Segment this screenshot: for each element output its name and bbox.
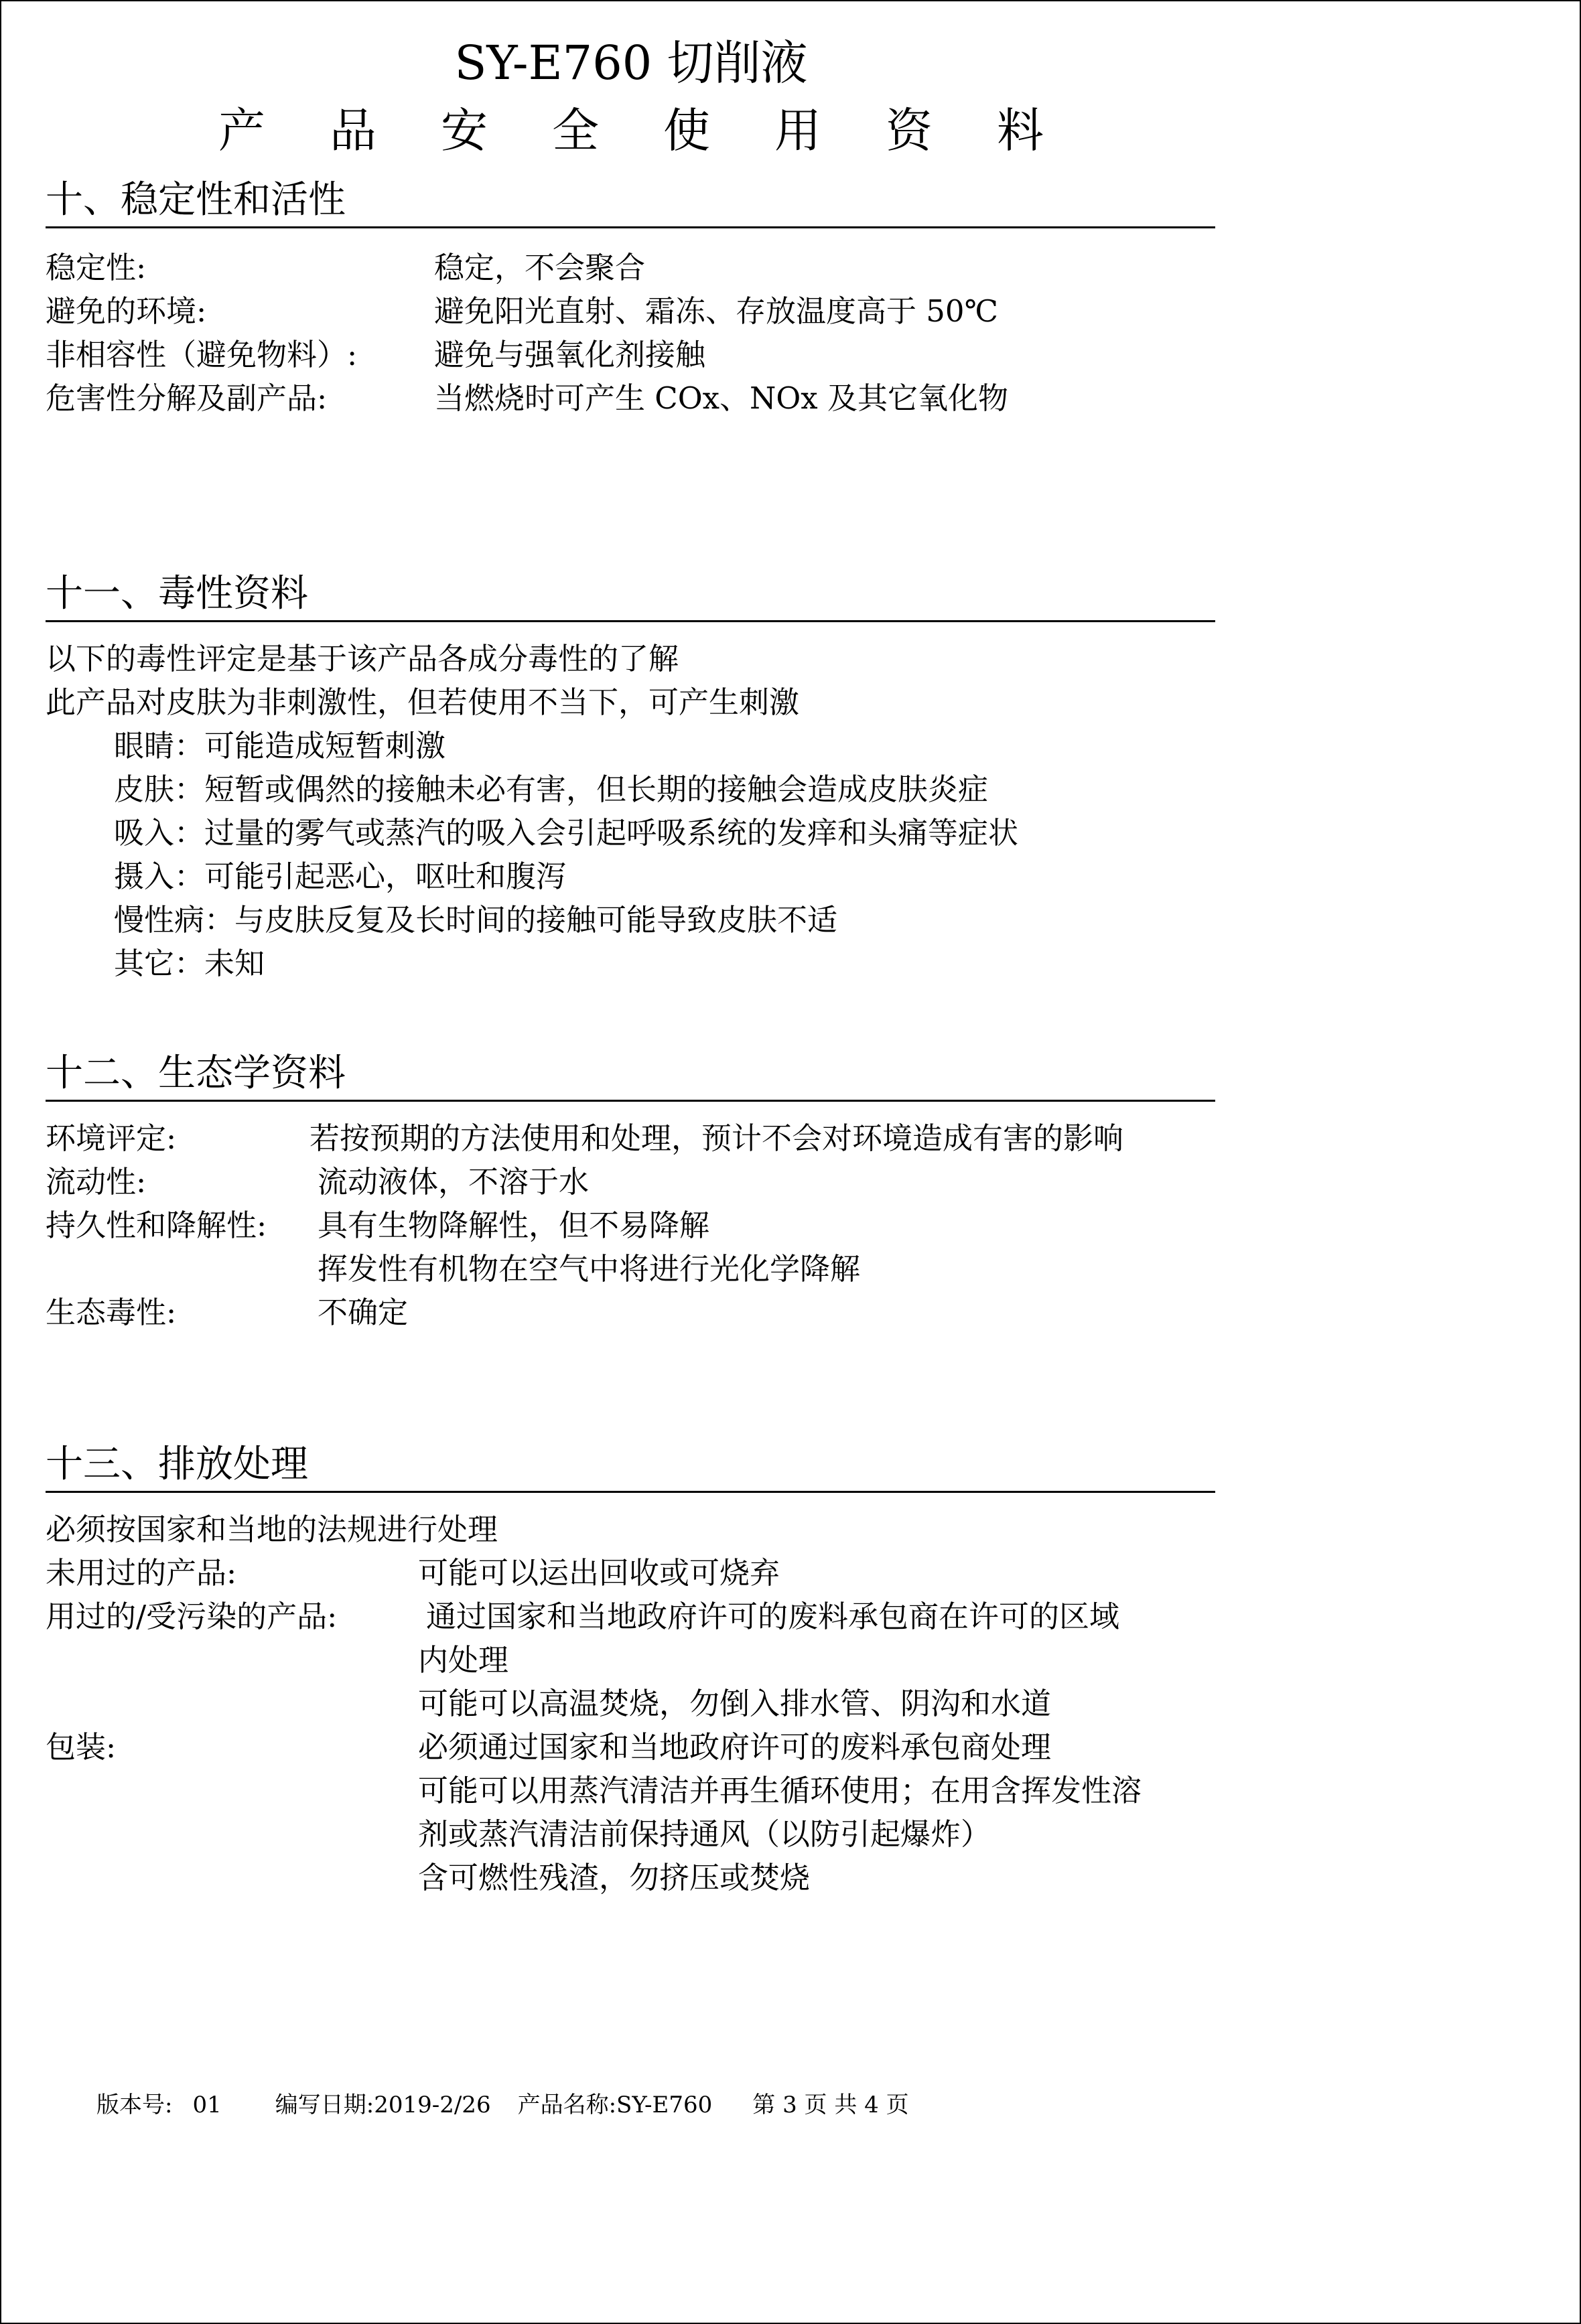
page-footer bbox=[96, 2088, 909, 2122]
avoid-conditions-label: 避免的环境: bbox=[46, 293, 207, 329]
decomposition-value: 当燃烧时可产生 COx、NOx 及其它氧化物 bbox=[434, 380, 1008, 416]
toxicity-ingestion: 摄入：可能引起恶心，呕吐和腹泻 bbox=[114, 859, 567, 894]
section-12-heading: 十二、生态学资料 bbox=[46, 1050, 1215, 1102]
toxicity-intro-2: 此产品对皮肤为非刺激性，但若使用不当下，可产生刺激 bbox=[46, 684, 800, 720]
packaging-value: 必须通过国家和当地政府许可的废料承包商处理 bbox=[418, 1729, 1052, 1765]
toxicity-inhalation: 吸入：过量的雾气或蒸汽的吸入会引起呼吸系统的发痒和头痛等症状 bbox=[114, 815, 1019, 851]
version-number: 01 bbox=[192, 2092, 222, 2118]
packaging-value-4: 含可燃性残渣，勿挤压或焚烧 bbox=[418, 1860, 811, 1895]
mobility-value: 流动液体，不溶于水 bbox=[318, 1164, 590, 1200]
environment-value: 若按预期的方法使用和处理，预计不会对环境造成有害的影响 bbox=[310, 1120, 1124, 1156]
used-product-value-2: 内处理 bbox=[418, 1642, 509, 1678]
date-label: 编写日期: bbox=[275, 2092, 374, 2118]
decomposition-label: 危害性分解及副产品: bbox=[46, 380, 328, 416]
incompatibility-value: 避免与强氧化剂接触 bbox=[434, 337, 706, 372]
toxicity-chronic: 慢性病：与皮肤反复及长时间的接触可能导致皮肤不适 bbox=[114, 902, 838, 938]
used-product-value-3: 可能可以高温焚烧，勿倒入排水管、阴沟和水道 bbox=[418, 1686, 1052, 1721]
product-name-label: 产品名称: bbox=[517, 2092, 617, 2118]
toxicity-skin: 皮肤：短暂或偶然的接触未必有害，但长期的接触会造成皮肤炎症 bbox=[114, 772, 989, 807]
unused-product-value: 可能可以运出回收或可烧弃 bbox=[418, 1555, 780, 1591]
product-title: SY-E760 切削液 bbox=[454, 35, 808, 90]
page-number: 第 3 页 共 4 页 bbox=[752, 2092, 909, 2118]
stability-value: 稳定，不会聚合 bbox=[434, 250, 646, 285]
section-11-heading: 十一、毒性资料 bbox=[46, 571, 1215, 622]
unused-product-label: 未用过的产品: bbox=[46, 1555, 237, 1591]
used-product-label: 用过的/受污染的产品: bbox=[46, 1599, 338, 1634]
packaging-label: 包装: bbox=[46, 1729, 117, 1765]
stability-label: 稳定性: bbox=[46, 250, 147, 285]
ecotoxicity-value: 不确定 bbox=[318, 1295, 409, 1330]
persistence-value: 具有生物降解性，但不易降解 bbox=[318, 1208, 710, 1243]
product-name: SY-E760 bbox=[616, 2092, 713, 2118]
document-title: 产品安全使用资料 bbox=[218, 103, 1108, 158]
version-label: 版本号: bbox=[96, 2092, 173, 2118]
disposal-intro: 必须按国家和当地的法规进行处理 bbox=[46, 1512, 498, 1547]
packaging-value-3: 剂或蒸汽清洁前保持通风（以防引起爆炸） bbox=[418, 1816, 991, 1852]
compile-date: 2019-2/26 bbox=[374, 2092, 491, 2118]
toxicity-intro-1: 以下的毒性评定是基于该产品各成分毒性的了解 bbox=[46, 641, 679, 676]
incompatibility-label: 非相容性（避免物料）: bbox=[46, 337, 358, 372]
environment-label: 环境评定: bbox=[46, 1120, 177, 1156]
avoid-conditions-value: 避免阳光直射、霜冻、存放温度高于 50℃ bbox=[434, 293, 998, 329]
persistence-value-2: 挥发性有机物在空气中将进行光化学降解 bbox=[318, 1251, 861, 1287]
toxicity-other: 其它：未知 bbox=[114, 946, 265, 981]
mobility-label: 流动性: bbox=[46, 1164, 147, 1200]
packaging-value-2: 可能可以用蒸汽清洁并再生循环使用；在用含挥发性溶 bbox=[418, 1773, 1142, 1808]
ecotoxicity-label: 生态毒性: bbox=[46, 1295, 177, 1330]
persistence-label: 持久性和降解性: bbox=[46, 1208, 267, 1243]
toxicity-eyes: 眼睛：可能造成短暂刺激 bbox=[114, 728, 446, 764]
used-product-value: 通过国家和当地政府许可的废料承包商在许可的区域 bbox=[426, 1599, 1120, 1634]
section-10-heading: 十、稳定性和活性 bbox=[46, 177, 1215, 228]
section-13-heading: 十三、排放处理 bbox=[46, 1441, 1215, 1493]
